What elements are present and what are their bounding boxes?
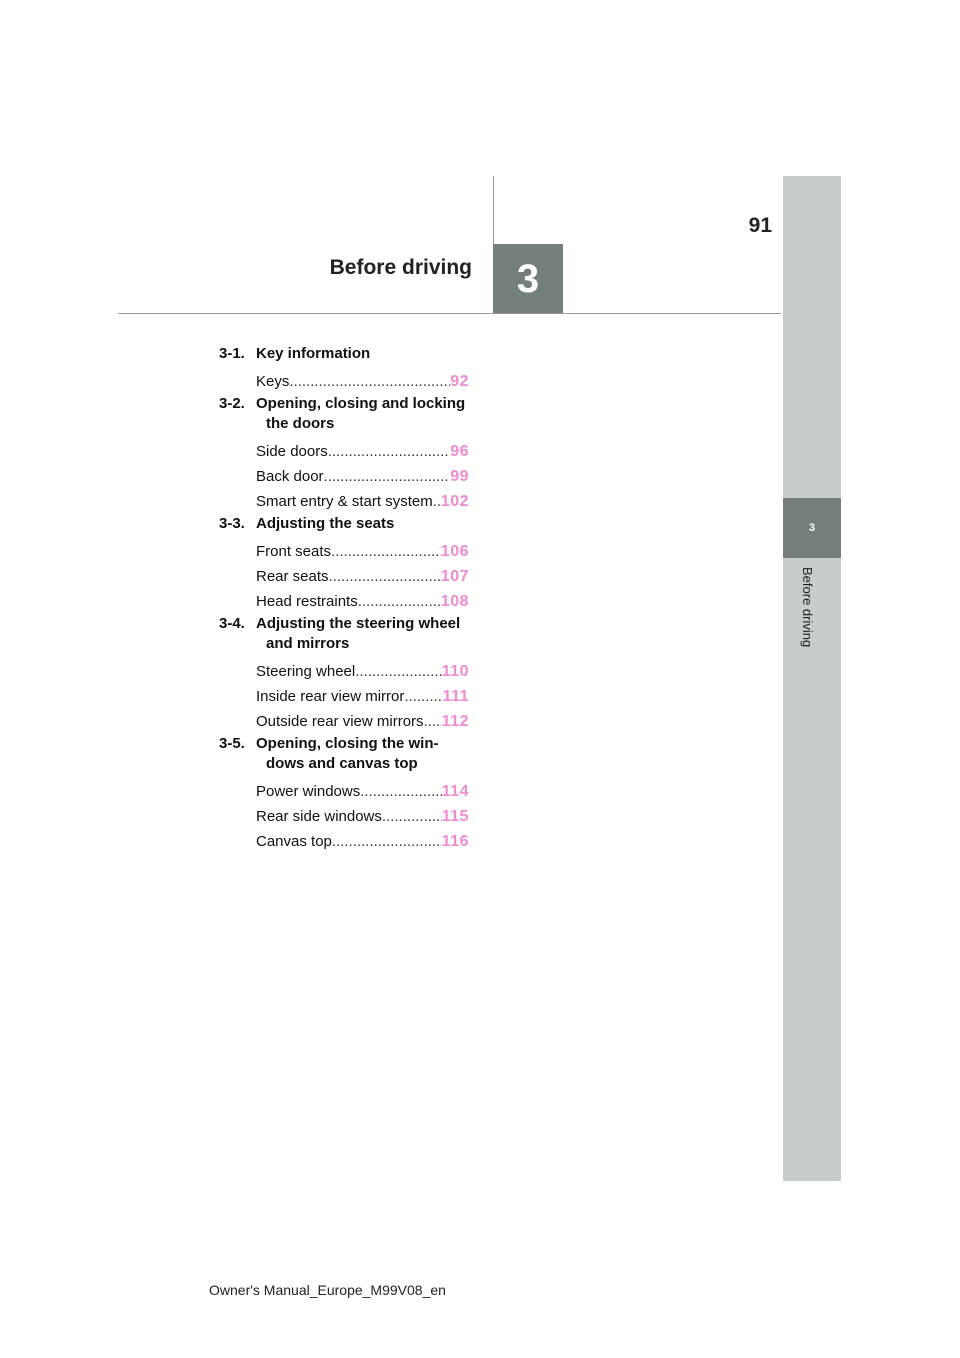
toc-section [219,344,469,394]
section-number: 3-1. [219,345,245,362]
section-title-line: Opening, closing and locking [256,395,466,412]
toc-entry-front-seats[interactable] [256,539,469,564]
section-title-line: Opening, closing the win- [256,735,439,752]
entry-page-link[interactable]: 116 [441,833,469,850]
toc-section [219,514,469,614]
dot-leader [404,684,442,709]
section-number: 3-2. [219,395,245,412]
section-title-line: dows and canvas top [266,755,418,772]
entry-label: Side doors [256,443,328,460]
toc-entry-steering-wheel[interactable] [256,659,469,684]
section-heading [219,514,469,534]
entry-page-link[interactable]: 115 [441,808,469,825]
toc-entry-head-restraints[interactable] [256,589,469,614]
entry-label: Keys [256,373,290,390]
section-title-line: Adjusting the steering wheel [256,615,461,632]
section-title [256,734,469,774]
entry-label: Head restraints [256,593,358,610]
dot-leader [355,659,441,684]
entry-label: Steering wheel [256,663,356,680]
dot-leader [328,439,450,464]
entry-page-link[interactable]: 110 [441,663,469,680]
entry-page-link[interactable]: 108 [440,593,469,610]
dot-leader [331,539,441,564]
section-title [256,394,469,434]
entry-page-link[interactable]: 107 [440,568,469,585]
chapter-number-box: 3 [493,244,563,314]
section-title-line: the doors [266,415,335,432]
entry-page-link[interactable]: 99 [450,468,469,485]
entry-label: Inside rear view mirror [256,688,405,705]
side-tab-label: Before driving [800,567,815,648]
section-title [256,614,469,654]
toc-entry-rear-seats[interactable] [256,564,469,589]
entry-label: Rear seats [256,568,329,585]
entry-label: Smart entry & start system [256,493,433,510]
side-tab-number[interactable]: 3 [783,498,841,558]
footer-doc-id: Owner's Manual_Europe_M99V08_en [209,1282,446,1298]
dot-leader [324,464,451,489]
toc-entry-back-door[interactable] [256,464,469,489]
entry-page-link[interactable]: 111 [442,688,469,705]
section-heading [219,394,469,434]
section-title-line: Key information [256,345,371,362]
entry-label: Canvas top [256,833,332,850]
entry-label: Back door [256,468,324,485]
dot-leader [360,779,441,804]
toc-entry-outside-mirrors[interactable] [256,709,469,734]
toc-entry-inside-mirror[interactable] [256,684,469,709]
section-heading [219,734,469,774]
section-title-line: Adjusting the seats [256,515,395,532]
dot-leader [433,489,441,514]
dot-leader [332,829,442,854]
entry-label: Front seats [256,543,332,560]
dot-leader [289,369,450,394]
entry-page-link[interactable]: 102 [440,493,469,510]
section-heading [219,614,469,654]
dot-leader [424,709,442,734]
entry-label: Power windows [256,783,361,800]
page-number: 91 [748,214,772,237]
section-number: 3-4. [219,615,245,632]
section-title [256,344,469,364]
toc-entry-side-doors[interactable] [256,439,469,464]
entry-page-link[interactable]: 92 [450,373,469,390]
entry-page-link[interactable]: 106 [440,543,469,560]
section-title-line: and mirrors [266,635,350,652]
chapter-title: Before driving [329,256,472,279]
header-vertical-rule [493,176,494,244]
dot-leader [382,804,442,829]
dot-leader [329,564,441,589]
side-tab [783,176,841,1181]
entry-page-link[interactable]: 114 [441,783,469,800]
section-title [256,514,469,534]
toc-entry-keys[interactable] [256,369,469,394]
toc-entry-smart-entry[interactable] [256,489,469,514]
entry-label: Rear side windows [256,808,382,825]
toc-section [219,614,469,734]
toc-entry-canvas-top[interactable] [256,829,469,854]
toc-section [219,734,469,854]
toc-entry-rear-side-windows[interactable] [256,804,469,829]
entry-label: Outside rear view mirrors [256,713,424,730]
section-number: 3-5. [219,735,245,752]
toc-section [219,394,469,514]
header-horizontal-rule [118,313,781,314]
entry-page-link[interactable]: 112 [441,713,469,730]
section-number: 3-3. [219,515,245,532]
section-heading [219,344,469,364]
dot-leader [358,589,441,614]
toc-entry-power-windows[interactable] [256,779,469,804]
table-of-contents [219,344,469,854]
entry-page-link[interactable]: 96 [450,443,469,460]
